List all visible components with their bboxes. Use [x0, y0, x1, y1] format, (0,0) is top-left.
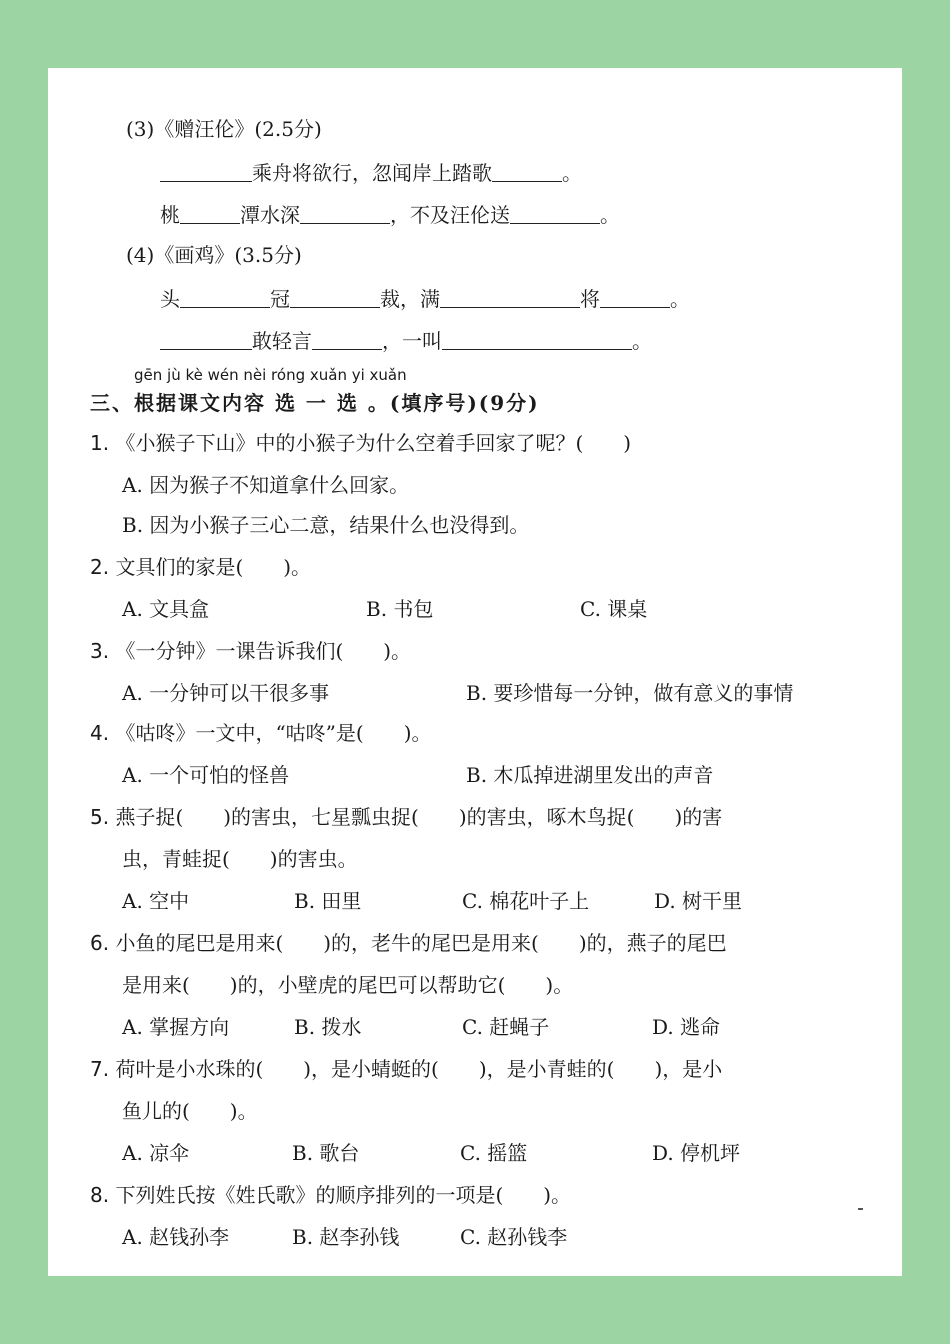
text: 。 [600, 203, 620, 227]
q4-option-a[interactable]: A. 一个可怕的怪兽 [122, 763, 290, 787]
q-num: 3. [90, 639, 110, 663]
q-num: 8. [90, 1183, 110, 1207]
q2-option-b[interactable]: B. 书包 [366, 597, 434, 621]
stray-mark [858, 1208, 863, 1210]
q4-option-b[interactable]: B. 木瓜掉进湖里发出的声音 [466, 763, 714, 787]
q-num: 4. [90, 721, 110, 745]
blank[interactable] [442, 329, 632, 350]
q-text: 燕子捉( )的害虫，七星瓢虫捉( )的害虫，啄木鸟捉( )的害 [115, 805, 723, 829]
section3-title: 三、根据课文内容 选 一 选 。(填序号)(9分) [90, 391, 540, 415]
q-text: 小鱼的尾巴是用来( )的，老牛的尾巴是用来( )的，燕子的尾巴 [115, 931, 727, 955]
q1-option-b[interactable]: B. 因为小猴子三心二意，结果什么也没得到。 [122, 513, 530, 537]
q-num: 7. [90, 1057, 110, 1081]
question-1 [90, 430, 631, 456]
blank[interactable] [300, 203, 390, 224]
question-5 [90, 804, 722, 830]
q7-option-a[interactable]: A. 凉伞 [122, 1141, 190, 1165]
q5-option-d[interactable]: D. 树干里 [654, 889, 743, 913]
q-text: 文具们的家是( )。 [115, 555, 312, 579]
q6-option-b[interactable]: B. 拨水 [294, 1015, 362, 1039]
text: ，不及汪伦送 [390, 203, 510, 227]
question-2 [90, 554, 311, 580]
blank[interactable] [492, 161, 562, 182]
q3-option-b[interactable]: B. 要珍惜每一分钟，做有意义的事情 [466, 681, 794, 705]
question-7-cont: 鱼儿的( )。 [122, 1099, 258, 1123]
q2-option-a[interactable]: A. 文具盒 [122, 597, 210, 621]
question-5-cont: 虫，青蛙捉( )的害虫。 [122, 847, 358, 871]
poem3-line2 [160, 202, 620, 228]
poem4-header: (4)《画鸡》(3.5分) [126, 243, 302, 267]
blank[interactable] [160, 161, 252, 182]
q8-option-a[interactable]: A. 赵钱孙李 [122, 1225, 230, 1249]
blank[interactable] [180, 287, 270, 308]
q5-option-b[interactable]: B. 田里 [294, 889, 362, 913]
poem4-line1 [160, 286, 690, 312]
text: 。 [562, 161, 582, 185]
q-num: 6. [90, 931, 110, 955]
section3-pinyin: gēn jù kè wén nèi róng xuǎn yi xuǎn [134, 366, 407, 384]
blank[interactable] [600, 287, 670, 308]
question-3 [90, 638, 411, 664]
blank[interactable] [312, 329, 382, 350]
q-text: 《小猴子下山》中的小猴子为什么空着手回家了呢？( ) [115, 431, 632, 455]
q-text: 下列姓氏按《姓氏歌》的顺序排列的一项是( )。 [115, 1183, 572, 1207]
q-text: 荷叶是小水珠的( )，是小蜻蜓的( )，是小青蛙的( )，是小 [115, 1057, 723, 1081]
q8-option-b[interactable]: B. 赵李孙钱 [292, 1225, 400, 1249]
question-6 [90, 930, 727, 956]
q-text: 《咕咚》一文中，“咕咚”是( )。 [115, 721, 432, 745]
q-num: 5. [90, 805, 110, 829]
q3-option-a[interactable]: A. 一分钟可以干很多事 [122, 681, 330, 705]
q5-option-c[interactable]: C. 棉花叶子上 [462, 889, 590, 913]
q6-option-a[interactable]: A. 掌握方向 [122, 1015, 230, 1039]
q5-option-a[interactable]: A. 空中 [122, 889, 190, 913]
text: 将 [580, 287, 600, 311]
text: 裁，满 [380, 287, 440, 311]
question-6-cont: 是用来( )的，小壁虎的尾巴可以帮助它( )。 [122, 973, 574, 997]
q-num: 2. [90, 555, 110, 579]
q7-option-b[interactable]: B. 歌台 [292, 1141, 360, 1165]
q6-option-c[interactable]: C. 赶蝇子 [462, 1015, 550, 1039]
question-4 [90, 720, 432, 746]
text: 头 [160, 287, 180, 311]
text: 。 [632, 329, 652, 353]
q2-option-c[interactable]: C. 课桌 [580, 597, 648, 621]
text: 冠 [270, 287, 290, 311]
question-8 [90, 1182, 571, 1208]
text: 。 [670, 287, 690, 311]
blank[interactable] [510, 203, 600, 224]
q-num: 1. [90, 431, 110, 455]
blank[interactable] [290, 287, 380, 308]
poem4-line2 [160, 328, 652, 354]
q1-option-a[interactable]: A. 因为猴子不知道拿什么回家。 [122, 473, 410, 497]
text: 桃 [160, 203, 180, 227]
poem3-header: (3)《赠汪伦》(2.5分) [126, 117, 322, 141]
blank[interactable] [160, 329, 252, 350]
q7-option-d[interactable]: D. 停机坪 [652, 1141, 741, 1165]
poem3-line1 [160, 160, 582, 186]
text: ，一叫 [382, 329, 442, 353]
text: 敢轻言 [252, 329, 312, 353]
q8-option-c[interactable]: C. 赵孙钱李 [460, 1225, 568, 1249]
worksheet-page [48, 68, 902, 1276]
blank[interactable] [440, 287, 580, 308]
text: 潭水深 [240, 203, 300, 227]
q-text: 《一分钟》一课告诉我们( )。 [115, 639, 412, 663]
q6-option-d[interactable]: D. 逃命 [652, 1015, 721, 1039]
q7-option-c[interactable]: C. 摇篮 [460, 1141, 528, 1165]
blank[interactable] [180, 203, 240, 224]
question-7 [90, 1056, 722, 1082]
text: 乘舟将欲行，忽闻岸上踏歌 [252, 161, 492, 185]
